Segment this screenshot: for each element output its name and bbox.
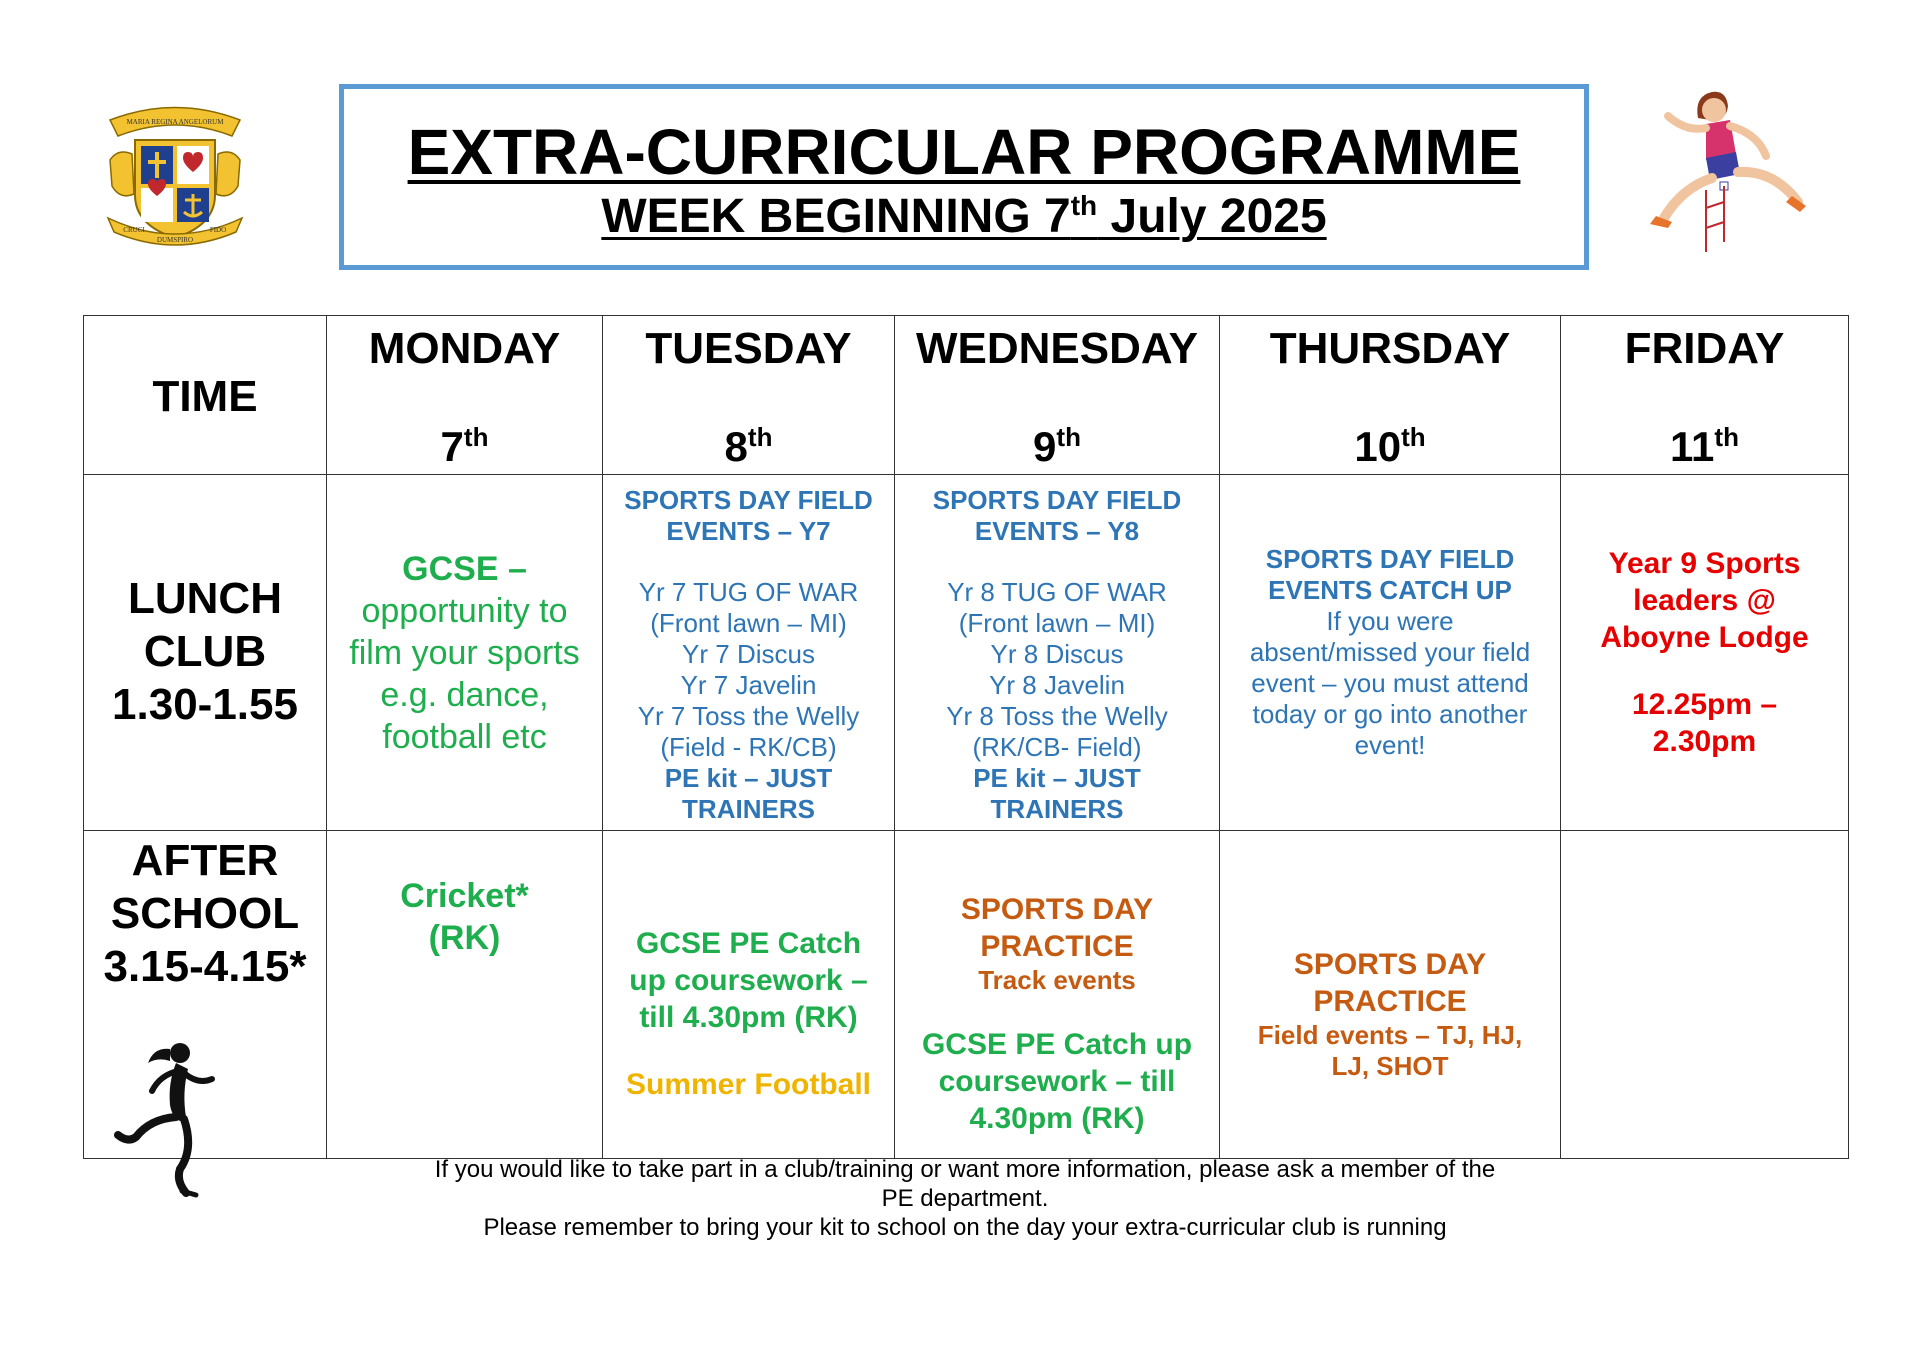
activity-sub: Track events: [978, 964, 1136, 995]
kit-note: TRAINERS: [682, 793, 815, 824]
page-title: EXTRA-CURRICULAR PROGRAMME: [407, 116, 1521, 188]
lunch-thursday-cell: [1220, 475, 1561, 831]
activity-line: Aboyne Lodge: [1600, 621, 1809, 654]
activity-line: absent/missed your field: [1249, 637, 1531, 667]
day-date: [1220, 422, 1560, 471]
activity-block: [327, 875, 602, 959]
day-date-sup: th: [1401, 421, 1426, 452]
activity-line: (Front lawn – MI): [650, 607, 847, 638]
lunch-time-label: [84, 573, 326, 731]
lunch-tuesday-cell: [603, 475, 895, 831]
lunch-time-cell: [84, 475, 327, 831]
activity-line: (Front lawn – MI): [958, 607, 1156, 638]
lunch-wednesday-cell: [895, 475, 1220, 831]
header-row: [84, 316, 1849, 475]
day-date-sup: th: [747, 421, 773, 452]
activity-heading: SPORTS DAY FIELD: [1265, 544, 1515, 574]
activity-line: (Field - RK/CB): [660, 731, 837, 762]
activity-line: GCSE PE Catch: [635, 926, 862, 960]
crest-motto-left: CRUCI: [123, 226, 145, 234]
subtitle-sup: th: [1070, 190, 1098, 222]
day-name: TUESDAY: [645, 323, 852, 373]
activity-heading: SPORTS DAY: [960, 892, 1154, 926]
day-header-friday: [1561, 316, 1849, 475]
spacer: [603, 547, 894, 577]
time-header: [84, 316, 327, 475]
activity-line: Yr 8 Discus: [990, 638, 1124, 669]
after-school-row: [84, 831, 1849, 1159]
day-header-tuesday: [603, 316, 895, 475]
day-date-number: 7: [440, 422, 464, 470]
subtitle-suffix: July 2025: [1097, 190, 1327, 244]
activity-line: up coursework –: [629, 963, 868, 997]
subtitle-prefix: WEEK BEGINNING 7: [601, 190, 1071, 244]
after-friday-cell: [1561, 831, 1849, 1159]
activity-sub: Field events – TJ, HJ,: [1257, 1019, 1523, 1050]
day-date-number: 10: [1354, 422, 1402, 470]
activity-heading: EVENTS – Y7: [666, 515, 831, 546]
activity-line: 4.30pm (RK): [969, 1101, 1145, 1135]
activity-line: Yr 8 Javelin: [989, 669, 1125, 700]
day-header-thursday: [1220, 316, 1561, 475]
footer-line: If you would like to take part in a club/training or want more information, please ask a member of the: [434, 1156, 1496, 1183]
day-date-sup: th: [463, 421, 489, 452]
day-date: [895, 422, 1219, 471]
activity-line: (RK): [428, 918, 501, 957]
time-line: 1.30-1.55: [112, 679, 298, 729]
activity-block: [895, 853, 1219, 1137]
crest-motto-mid: DUMSPIRO: [156, 236, 194, 244]
activity-line: Yr 8 TUG OF WAR: [947, 576, 1167, 607]
after-monday-cell: [327, 831, 603, 1159]
crest-motto-top: MARIA REGINA ANGELORUM: [126, 118, 224, 126]
day-date-sup: th: [1714, 421, 1739, 452]
spacer: [1561, 656, 1848, 686]
after-wednesday-cell: [895, 831, 1220, 1159]
activity-line: Cricket*: [400, 876, 529, 915]
activity-time: 2.30pm: [1652, 725, 1757, 758]
kit-note: PE kit – JUST: [664, 762, 833, 793]
time-line: AFTER: [131, 836, 279, 885]
activity-line: If you were: [1326, 606, 1454, 636]
activity-line: Year 9 Sports: [1608, 547, 1801, 580]
lunch-friday-cell: [1561, 475, 1849, 831]
activity-heading: SPORTS DAY FIELD: [624, 484, 873, 515]
time-line: SCHOOL: [110, 888, 300, 938]
activity-line: Yr 7 Javelin: [680, 669, 817, 700]
day-name: FRIDAY: [1624, 323, 1785, 373]
activity-block: [603, 887, 894, 1103]
after-time-cell: [84, 831, 327, 1159]
day-name: THURSDAY: [1269, 323, 1511, 373]
activity-line: Yr 7 Toss the Welly: [637, 700, 860, 731]
day-date-number: 11: [1670, 422, 1715, 470]
page-subtitle: [344, 191, 1584, 244]
activity-line: event – you must attend: [1251, 668, 1529, 698]
activity-heading: SPORTS DAY: [1293, 947, 1487, 981]
after-thursday-cell: [1220, 831, 1561, 1159]
title-box: [339, 84, 1589, 270]
day-date: [327, 422, 602, 471]
activity-line: leaders @: [1633, 584, 1776, 617]
activity-line: football etc: [382, 717, 547, 756]
footer-line: PE department.: [881, 1185, 1049, 1212]
activity-heading: PRACTICE: [1313, 984, 1467, 1018]
activity-line: event!: [1354, 730, 1426, 760]
activity-line: Yr 7 TUG OF WAR: [638, 576, 859, 607]
schedule-table: [83, 315, 1849, 1159]
kit-note: TRAINERS: [990, 793, 1124, 824]
day-date-number: 9: [1033, 422, 1057, 470]
activity-block: [1220, 908, 1560, 1082]
after-tuesday-cell: [603, 831, 895, 1159]
hurdler-illustration: [1620, 78, 1810, 258]
time-line: LUNCH: [128, 574, 282, 624]
day-name: MONDAY: [368, 323, 561, 373]
footer-line: Please remember to bring your kit to school on the day your extra-curricular club is running: [483, 1214, 1447, 1241]
after-time-label: [84, 835, 326, 993]
day-date-sup: th: [1056, 421, 1081, 452]
day-date: [1561, 422, 1848, 471]
activity-line: opportunity to: [361, 591, 568, 630]
day-header-wednesday: [895, 316, 1220, 475]
time-line: 3.15-4.15*: [103, 941, 307, 991]
day-name: WEDNESDAY: [916, 323, 1198, 373]
time-header-label: TIME: [152, 372, 258, 421]
activity-heading: PRACTICE: [980, 929, 1134, 963]
time-line: CLUB: [143, 627, 267, 677]
activity-block: [895, 481, 1219, 825]
activity-line: till 4.30pm (RK): [639, 1000, 858, 1034]
crest-motto-right: FIDO: [209, 226, 227, 234]
lunch-monday-cell: [327, 475, 603, 831]
activity-sub: LJ, SHOT: [1331, 1050, 1449, 1081]
activity-block: [603, 481, 894, 825]
activity-heading: EVENTS CATCH UP: [1268, 575, 1512, 605]
activity-line: film your sports: [349, 633, 580, 672]
activity-line: e.g. dance,: [380, 675, 549, 714]
day-header-monday: [327, 316, 603, 475]
footer-note: [300, 1155, 1630, 1242]
spacer: [603, 1036, 894, 1066]
activity-line: Yr 7 Discus: [682, 638, 815, 669]
spacer: [895, 547, 1219, 577]
activity-line: today or go into another: [1252, 699, 1528, 729]
activity-heading: EVENTS – Y8: [974, 515, 1140, 546]
activity-time: 12.25pm –: [1631, 688, 1778, 721]
day-date-number: 8: [724, 422, 748, 470]
kit-note: PE kit – JUST: [973, 762, 1141, 793]
activity-line: GCSE PE Catch up: [921, 1027, 1193, 1061]
activity-line: (RK/CB- Field): [972, 731, 1142, 762]
activity-line: coursework – till: [938, 1064, 1176, 1098]
runner-silhouette-icon: [114, 1041, 224, 1199]
activity-title: GCSE –: [402, 549, 527, 588]
lunch-club-row: [84, 475, 1849, 831]
activity-line: Yr 8 Toss the Welly: [946, 700, 1168, 731]
school-crest-logo: [100, 100, 250, 250]
spacer: [895, 996, 1219, 1026]
day-date: [603, 422, 894, 471]
activity-line: Summer Football: [625, 1067, 872, 1101]
activity-heading: SPORTS DAY FIELD: [932, 484, 1182, 515]
